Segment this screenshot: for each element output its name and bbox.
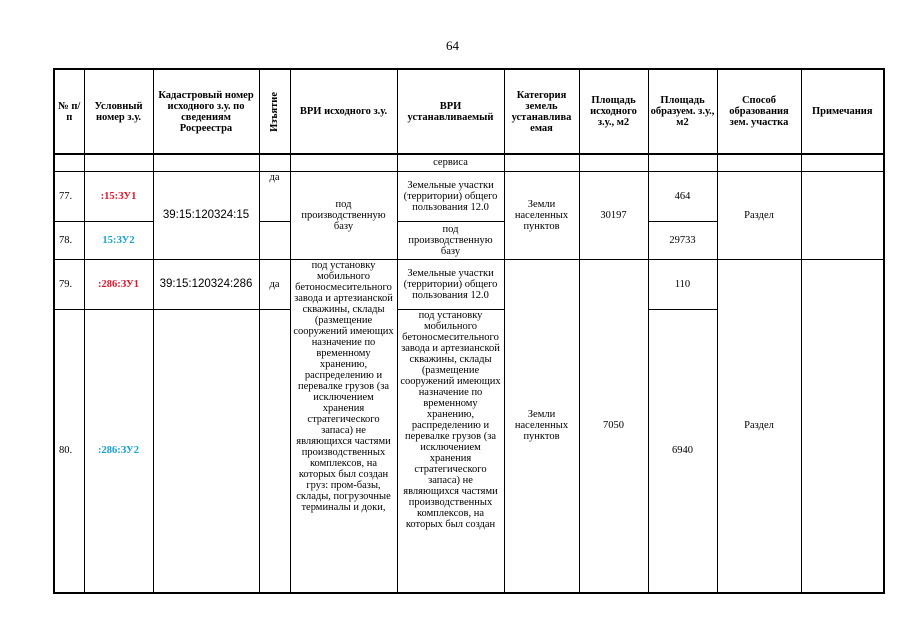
cell-cadastral-number: 39:15:120324:15 xyxy=(153,171,259,259)
cell-area-source: 7050 xyxy=(579,259,648,593)
cell-method: Раздел xyxy=(717,259,801,593)
header-num: № п/п xyxy=(54,69,84,154)
cell-conditional-number: :286:ЗУ2 xyxy=(84,309,153,593)
cell-method: Раздел xyxy=(717,171,801,259)
cell-area-new: 6940 xyxy=(648,309,717,593)
cell-vri-set: Земельные участки (территории) общего пользования 12.0 xyxy=(397,171,504,221)
cell-seizure xyxy=(259,221,290,259)
header-seizure xyxy=(259,69,290,154)
cell-num: 78. xyxy=(54,221,84,259)
header-notes: Примечания xyxy=(801,69,884,154)
cell-seizure xyxy=(259,309,290,593)
cell-vri-set: под установку мобильного бетоносмесительного завода и артезианской скважины, склады (размещение сооружений имеющих назначение по временному хранению, распределению и перевалке грузов (за исключением хранения стратегического запаса) не являющихся частями производственных комплексов, на которых был создан xyxy=(397,309,504,593)
cell-notes xyxy=(801,259,884,593)
cell-vri-set: под производственную базу xyxy=(397,221,504,259)
cell-seizure: да xyxy=(259,259,290,309)
cell-conditional-number: :15:ЗУ1 xyxy=(84,171,153,221)
cell-conditional-number: :286:ЗУ1 xyxy=(84,259,153,309)
cell-vri-set: сервиса xyxy=(397,154,504,171)
cell-vri-source: под производственную базу xyxy=(290,171,397,259)
cell-num: 80. xyxy=(54,309,84,593)
cell-vri-source: под установку мобильного бетоносмесительного завода и артезианской скважины, склады (размещение сооружений имеющих назначение по временному хранению, распределению и перевалке грузов (за исключением хранения стратегического запаса) не являющихся частями производственных комплексов, на которых был создан груз: пром-базы, склады, погрузочные терминалы и доки, xyxy=(290,259,397,593)
cell-num: 77. xyxy=(54,171,84,221)
land-plots-table xyxy=(53,68,885,594)
header-category: Категория земель устанавлива емая xyxy=(504,69,579,154)
cell-area-new: 110 xyxy=(648,259,717,309)
header-conditional-number: Условный номер з.у. xyxy=(84,69,153,154)
table-row xyxy=(54,154,884,171)
table-row xyxy=(54,171,884,221)
cell-cadastral-number: 39:15:120324:286 xyxy=(153,259,259,309)
header-seizure-label: Изъятие xyxy=(269,91,280,132)
header-vri-set: ВРИ устанавливаемый xyxy=(397,69,504,154)
cell-category: Земли населенных пунктов xyxy=(504,171,579,259)
header-method: Способ образования зем. участка xyxy=(717,69,801,154)
cell-area-new: 464 xyxy=(648,171,717,221)
page-number: 64 xyxy=(446,38,459,53)
header-area-source: Площадь исходного з.у., м2 xyxy=(579,69,648,154)
cell-category: Земли населенных пунктов xyxy=(504,259,579,593)
cell-area-source: 30197 xyxy=(579,171,648,259)
cell-conditional-number: 15:ЗУ2 xyxy=(84,221,153,259)
cell-seizure: да xyxy=(259,171,290,221)
header-area-new: Площадь образуем. з.у., м2 xyxy=(648,69,717,154)
cell-vri-set: Земельные участки (территории) общего пользования 12.0 xyxy=(397,259,504,309)
cell-num: 79. xyxy=(54,259,84,309)
header-cadastral-number: Кадастровый номер исходного з.у. по сведениям Росреестра xyxy=(153,69,259,154)
header-vri-source: ВРИ исходного з.у. xyxy=(290,69,397,154)
cell-notes xyxy=(801,171,884,259)
header-row xyxy=(54,69,884,154)
cell-area-new: 29733 xyxy=(648,221,717,259)
table-row xyxy=(54,259,884,309)
cell-cadastral-number xyxy=(153,309,259,593)
